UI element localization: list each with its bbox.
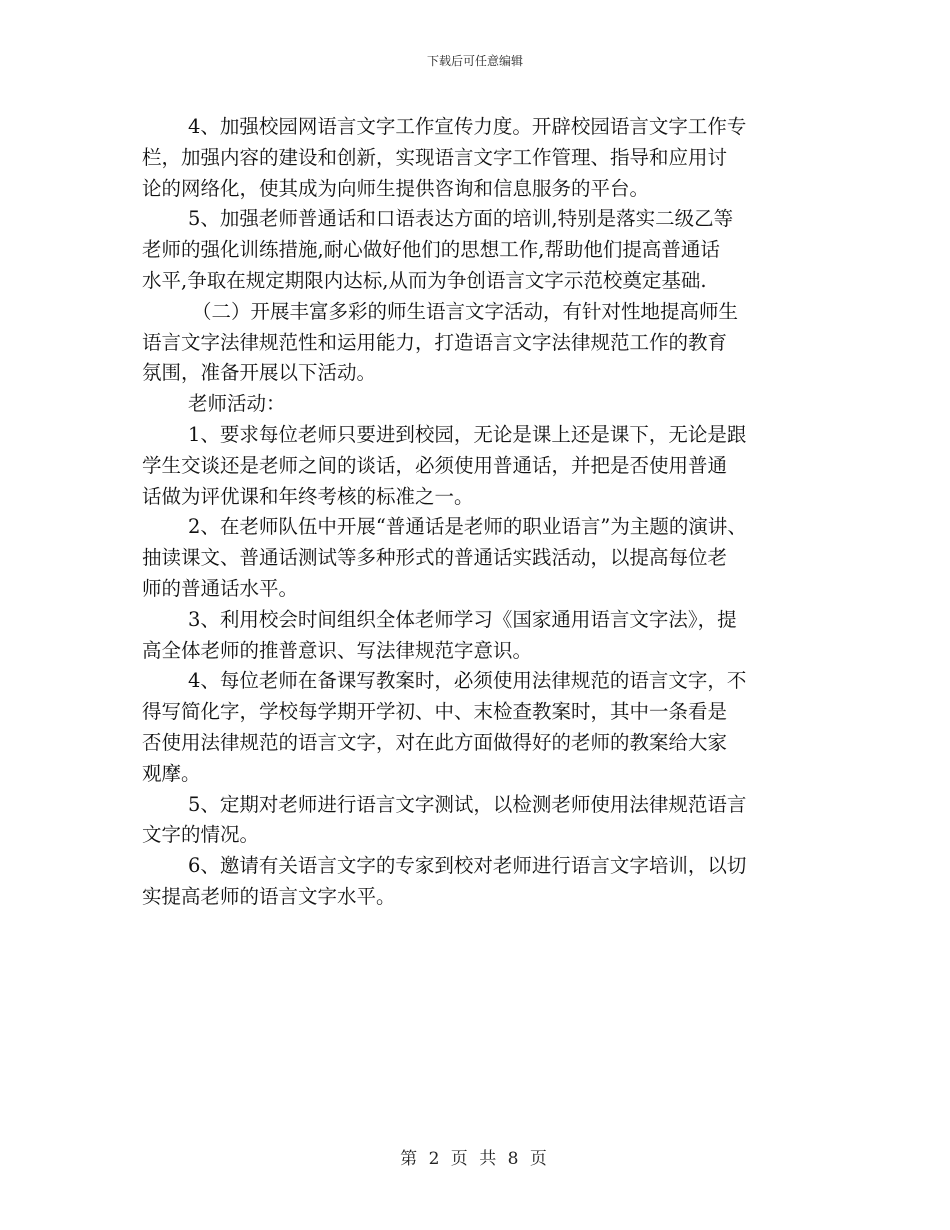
paragraph-activity-1 [142, 420, 822, 512]
text-line: 4、每位老师在备课写教案时，必须使用法律规范的语言文字，不 [188, 669, 747, 693]
paragraph-activity-4 [142, 666, 822, 789]
paragraph-item-5-training [142, 204, 822, 296]
text-line: 栏，加强内容的建设和创新，实现语言文字工作管理、指导和应用讨 [142, 145, 728, 169]
paragraph-item-4-website [142, 112, 822, 204]
text-line: 语言文字法律规范性和运用能力，打造语言文字法律规范工作的教育 [142, 330, 728, 354]
text-line: 抽读课文、普通话测试等多种形式的普通话实践活动，以提高每位老 [142, 546, 728, 570]
text-line: 高全体老师的推普意识、写法律规范字意识。 [142, 638, 533, 662]
text-line: 水平,争取在规定期限内达标,从而为争创语言文字示范校奠定基础. [142, 268, 707, 292]
page-header: 下载后可任意编辑 [426, 54, 523, 68]
text-line: 氛围，准备开展以下活动。 [142, 361, 377, 385]
text-line: 文字的情况。 [142, 823, 260, 847]
document-body [142, 112, 822, 913]
text-line: 1、要求每位老师只要进到校园，无论是课上还是课下，无论是跟 [188, 422, 747, 446]
text-line: 观摩。 [142, 761, 201, 785]
text-line: 否使用法律规范的语言文字，对在此方面做得好的老师的教案给大家 [142, 730, 728, 754]
text-line: 5、定期对老师进行语言文字测试，以检测老师使用法律规范语言 [188, 792, 747, 816]
text-line: 论的网络化，使其成为向师生提供咨询和信息服务的平台。 [142, 176, 650, 200]
paragraph-activity-6 [142, 851, 822, 913]
text-line: 6、邀请有关语言文字的专家到校对老师进行语言文字培训，以切 [188, 854, 747, 878]
subheading-teacher-activities [142, 389, 822, 420]
paragraph-activity-5 [142, 790, 822, 852]
text-line: 实提高老师的语言文字水平。 [142, 884, 396, 908]
text-line: 4、加强校园网语言文字工作宣传力度。开辟校园语言文字工作专 [188, 115, 747, 138]
text-line: 2、在老师队伍中开展“普通话是老师的职业语言”为主题的演讲、 [188, 515, 747, 539]
page-number-footer: 第 2 页 共 8 页 [400, 1149, 550, 1169]
paragraph-activity-3 [142, 605, 822, 667]
paragraph-activity-2 [142, 512, 822, 604]
paragraph-section-2-activities [142, 297, 822, 389]
text-line: 老师的强化训练措施,耐心做好他们的思想工作,帮助他们提高普通话 [142, 238, 720, 262]
text-line: 5、加强老师普通话和口语表达方面的培训,特别是落实二级乙等 [188, 207, 734, 231]
text-line: 话做为评优课和年终考核的标准之一。 [142, 484, 474, 508]
text-line: 学生交谈还是老师之间的谈话，必须使用普通话，并把是否使用普通 [142, 453, 728, 477]
text-line: 3、利用校会时间组织全体老师学习《国家通用语言文字法》，提 [188, 607, 737, 631]
text-line: 师的普通话水平。 [142, 576, 299, 600]
text-line: 老师活动： [188, 392, 286, 416]
text-line: 得写简化字，学校每学期开学初、中、末检查教案时，其中一条看是 [142, 700, 728, 724]
text-line: （二）开展丰富多彩的师生语言文字活动，有针对性地提高师生 [192, 299, 739, 323]
